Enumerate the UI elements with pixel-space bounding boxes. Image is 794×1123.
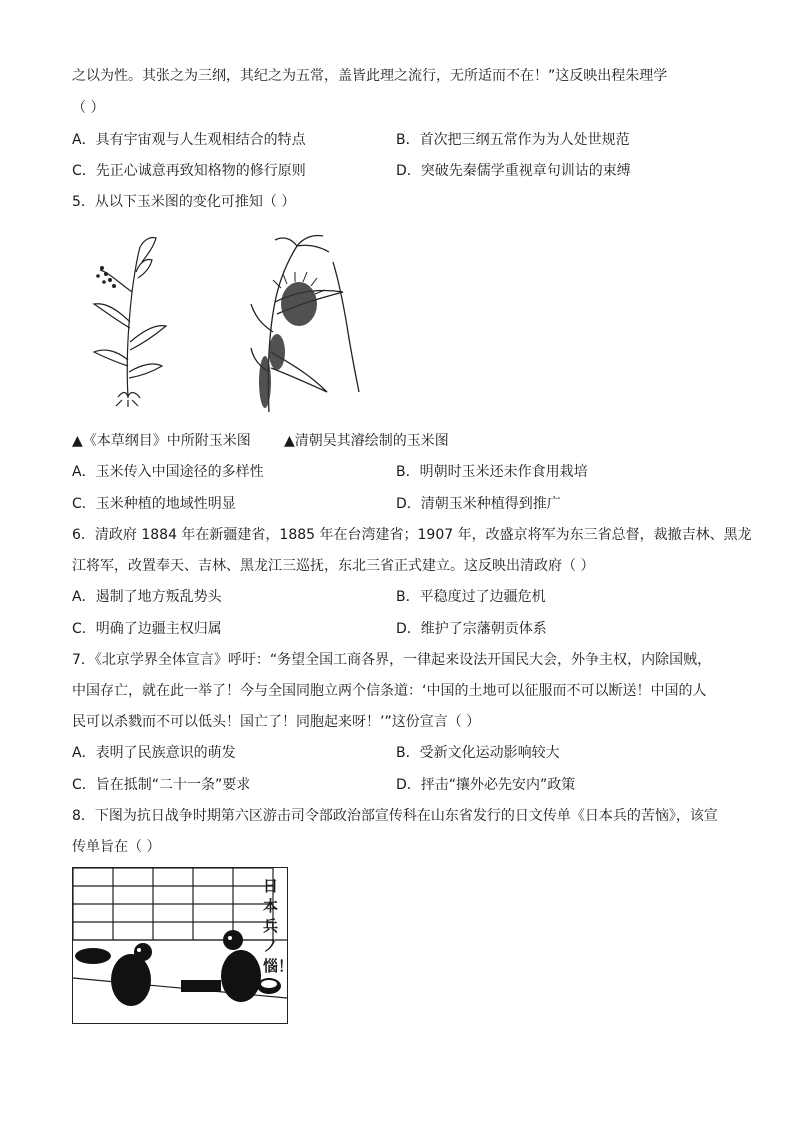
q8-text-line2: 传单旨在（ ） — [72, 839, 161, 855]
caption-marker-left: ▲ — [72, 433, 83, 449]
q5-caption-right — [284, 431, 449, 451]
q4-option-b: B．首次把三纲五常作为为人处世规范 — [396, 132, 630, 148]
q7-option-d: D．抨击“攘外必先安内”政策 — [396, 777, 576, 793]
q4-option-c: C．先正心诚意再致知格物的修行原则 — [72, 163, 306, 179]
q5-option-b: B．明朝时玉米还未作食用栽培 — [396, 464, 588, 480]
q7-text-line2: 中国存亡，就在此一举了！今与全国同胞立两个信条道：‘中国的土地可以征服而不可以断送！中国的人 — [72, 683, 707, 699]
q5-caption-left — [72, 431, 251, 451]
q5-option-c: C．玉米种植的地域性明显 — [72, 496, 236, 512]
q4-option-a: A．具有宇宙观与人生观相结合的特点 — [72, 132, 306, 148]
caption-right-text: 清朝吴其濬绘制的玉米图 — [294, 433, 449, 449]
q5-option-d: D．清朝玉米种植得到推广 — [396, 496, 561, 512]
q4-text-line1: 之以为性。其张之为三纲，其纪之为五常，盖皆此理之流行，无所适而不在！”这反映出程朱理学 — [72, 68, 668, 84]
japanese-leaflet-illustration — [72, 867, 294, 1024]
leaflet-drawing — [73, 868, 294, 1023]
q6-option-a: A．遏制了地方叛乱势头 — [72, 589, 222, 605]
q7-option-b: B．受新文化运动影响较大 — [396, 745, 560, 761]
q7-text-line3: 民可以杀戮而不可以低头！国亡了！同胞起来呀！’”这份宣言（ ） — [72, 714, 481, 730]
q4-bracket: （ ） — [72, 100, 105, 116]
caption-left-text: 《本草纲目》中所附玉米图 — [82, 433, 251, 449]
q8-text-line1: 8．下图为抗日战争时期第六区游击司令部政治部宣传科在山东省发行的日文传单《日本兵的苦恼》，该宣 — [72, 808, 718, 824]
q5-stem: 5．从以下玉米图的变化可推知（ ） — [72, 194, 296, 210]
bencao-corn-illustration — [88, 232, 170, 407]
q6-option-c: C．明确了边疆主权归属 — [72, 621, 222, 637]
q6-option-b: B．平稳度过了边疆危机 — [396, 589, 546, 605]
q6-option-d: D．维护了宗藩朝贡体系 — [396, 621, 547, 637]
caption-marker-right: ▲ — [284, 433, 295, 449]
q7-text-line1: 7．《北京学界全体宣言》呼吁：“务望全国工商各界，一律起来设法开国民大会，外争主权，内除国贼， — [72, 652, 712, 668]
leaflet-title: 日本兵ノ惱！ — [263, 877, 294, 975]
q7-option-a: A．表明了民族意识的萌发 — [72, 745, 236, 761]
q6-text-line2: 江将军，改置奉天、吉林、黑龙江三巡抚，东北三省正式建立。这反映出清政府（ ） — [72, 558, 595, 574]
wu-qijun-corn-illustration — [247, 232, 367, 417]
q5-option-a: A．玉米传入中国途径的多样性 — [72, 464, 264, 480]
q4-option-d: D．突破先秦儒学重视章句训诂的束缚 — [396, 163, 631, 179]
q7-option-c: C．旨在抵制“二十一条”要求 — [72, 777, 251, 793]
q6-text-line1: 6．清政府 1884 年在新疆建省，1885 年在台湾建省；1907 年，改盛京将军为东三省总督，裁撤吉林、黑龙 — [72, 527, 752, 543]
